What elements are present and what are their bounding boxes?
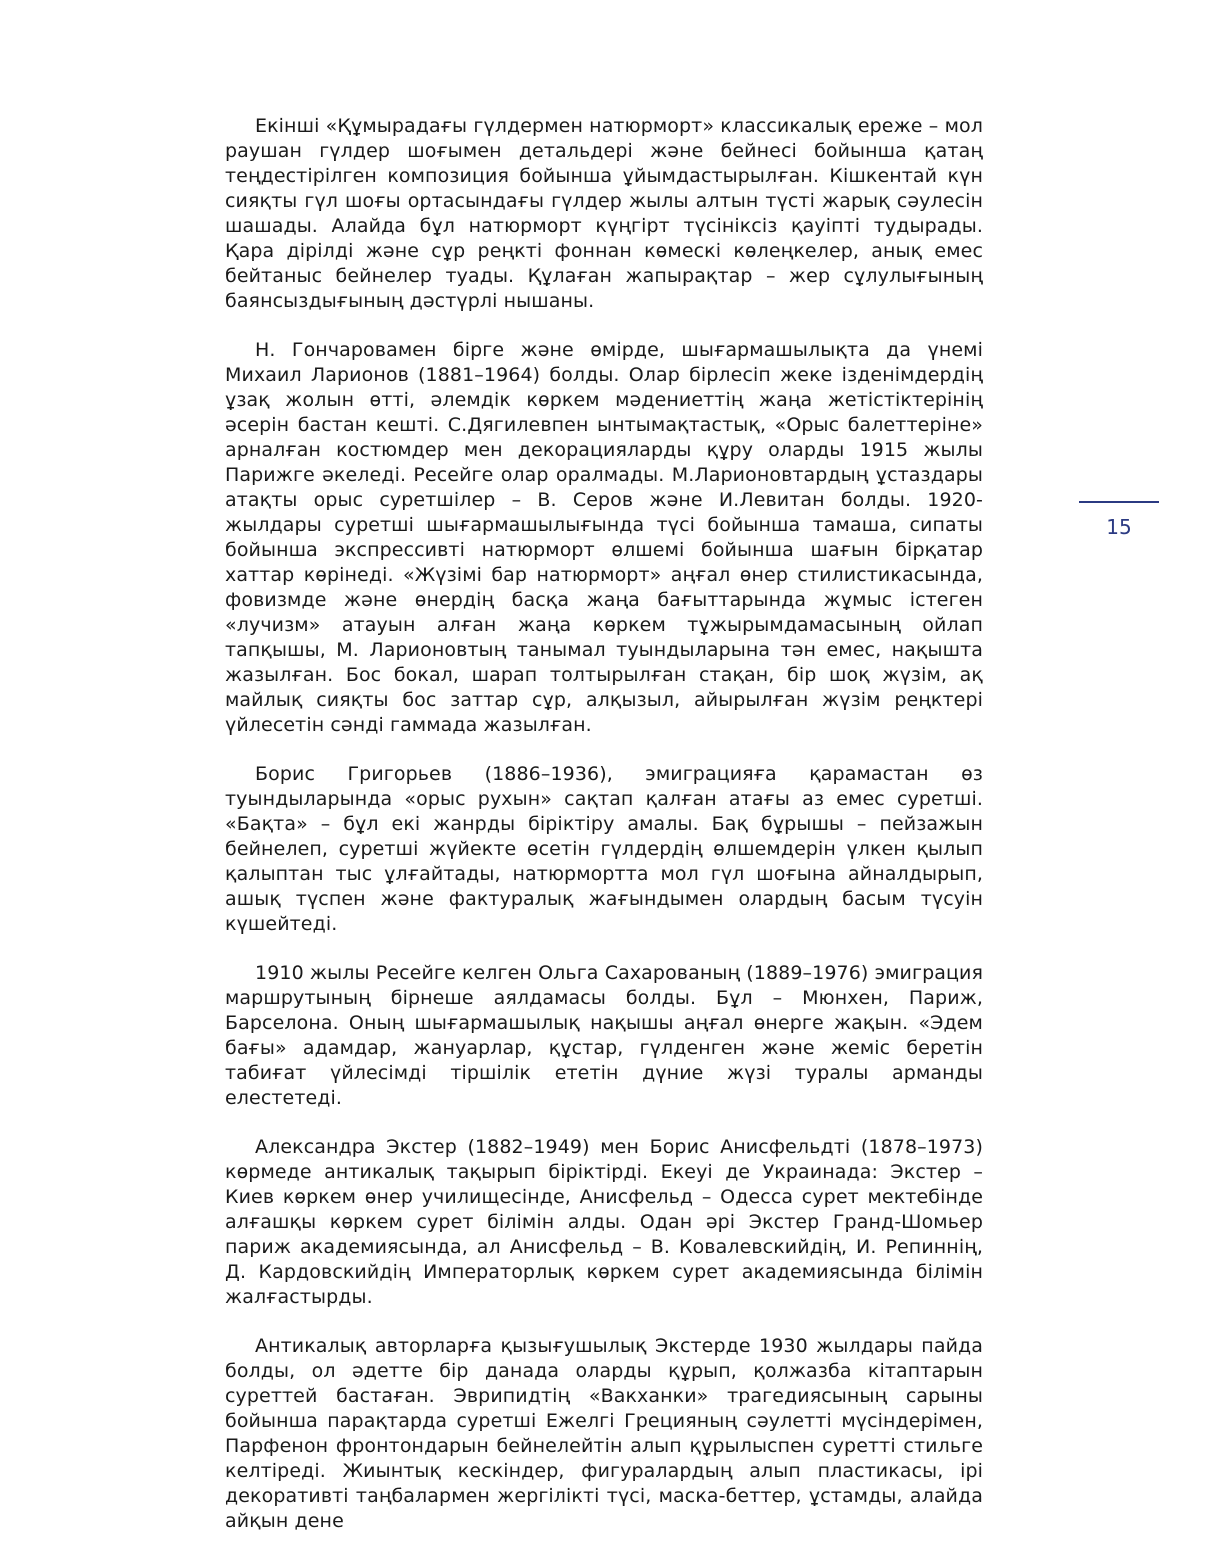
- paragraph-natyurmort-flowers: Екінші «Құмырадағы гүлдермен натюрморт» классикалық ереже – мол раушан гүлдер шоғымен детальдері және бейнесі бойынша қатаң теңдестірілген композиция бойынша ұйымдастырылған. Кішкентай күн сияқты гүл шоғы ортасындағы гүлдер жылы алтын түсті жарық сәулесін шашады. Алайда бұл натюрморт күңгірт түсініксіз қауіпті тудырады. Қара дірілді және сұр реңкті фоннан көмескі көлеңкелер, анық емес бейтаныс бейнелер туады. Құлаған жапырақтар – жер сұлулығының баянсыздығының дәстүрлі нышаны.: [225, 115, 983, 312]
- page-number: 15: [1106, 515, 1132, 539]
- paragraph-exter-anisfeld: Александра Экстер (1882–1949) мен Борис Анисфельдті (1878–1973) көрмеде антикалық тақырып біріктірді. Екеуі де Украинада: Экстер – Киев көркем өнер училищесінде, Анисфельд – Одесса сурет мектебінде алғашқы көркем сурет білімін алды. Одан әрі Экстер Гранд-Шомьер париж академиясында, ал Анисфельд – В. Ковалевскийдің, И. Репиннің, Д. Кардовскийдің Императорлық көркем сурет академиясында білімін жалғастырды.: [225, 1136, 983, 1308]
- page-body: [225, 114, 983, 1558]
- paragraph-larionov: Н. Гончаровамен бірге және өмірде, шығармашылықта да үнемі Михаил Ларионов (1881–1964) болды. Олар бірлесіп жеке ізденімдердің ұзақ жолын өтті, әлемдік көркем мәдениеттің жаңа жетістіктерінің әсерін бастан кешті. С.Дягилевпен ынтымақтастық, «Орыс балеттеріне» арналған костюмдер мен декорацияларды құру оларды 1915 жылы Парижге әкеледі. Ресейге олар оралмады. М.Ларионовтардың ұстаздары атақты орыс суретшілер – В. Серов және И.Левитан болды. 1920-жылдары суретші шығармашылығында түсі бойынша тамаша, сипаты бойынша экспрессивті натюрморт өлшемі бойынша шағын бірқатар хаттар көрінеді. «Жүзімі бар натюрморт» аңғал өнер стилистикасында, фовизмде және өнердің басқа жаңа бағыттарында жұмыс істеген «лучизм» атауын алған жаңа көркем тұжырымдамасының ойлап тапқышы, М. Ларионовтың танымал туындыларына тән емес, нақышта жазылған. Бос бокал, шарап толтырылған стақан, бір шоқ жүзім, ақ майлық сияқты бос заттар сұр, алқызыл, айырылған жүзім реңктері үйлесетін сәнді гаммада жазылған.: [225, 339, 983, 736]
- paragraph-sakharova: 1910 жылы Ресейге келген Ольга Сахарованың (1889–1976) эмиграция маршрутының бірнеше аялдамасы болды. Бұл – Мюнхен, Париж, Барселона. Оның шығармашылық нақышы аңғал өнерге жақын. «Эдем бағы» адамдар, жануарлар, құстар, гүлденген және жеміс беретін табиғат үйлесімді тіршілік ететін дүние жүзі туралы арманды елестетеді.: [225, 962, 983, 1109]
- page-number-rule: [1079, 501, 1159, 503]
- paragraph-grigoriev: Борис Григорьев (1886–1936), эмиграцияға қарамастан өз туындыларында «орыс рухын» сақтап қалған атағы аз емес суретші. «Бақта» – бұл екі жанрды біріктіру амалы. Бақ бұрышы – пейзажын бейнелеп, суретші жүйекте өсетін гүлдердің өлшемдерін үлкен қылып қалыптан тыс ұлғайтады, натюрмортта мол гүл шоғына айналдырып, ашық түспен және фактуралық жағындымен олардың басым түсуін күшейтеді.: [225, 763, 983, 935]
- paragraph-antique-authors: Антикалық авторларға қызығушылық Экстерде 1930 жылдары пайда болды, ол әдетте бір данада оларды құрып, қолжазба кітаптарын суреттей бастаған. Эврипидтің «Вакханки» трагедиясының сарыны бойынша парақтарда суретші Ежелгі Грецияның сәулетті мүсіндерімен, Парфенон фронтондарын бейнелейтін алып құрылыспен суретті стильге келтіреді. Жиынтық кескіндер, фигуралардың алып пластикасы, ірі декоративті таңбалармен жергілікті түсі, маска-беттер, ұстамды, алайда айқын дене: [225, 1335, 983, 1532]
